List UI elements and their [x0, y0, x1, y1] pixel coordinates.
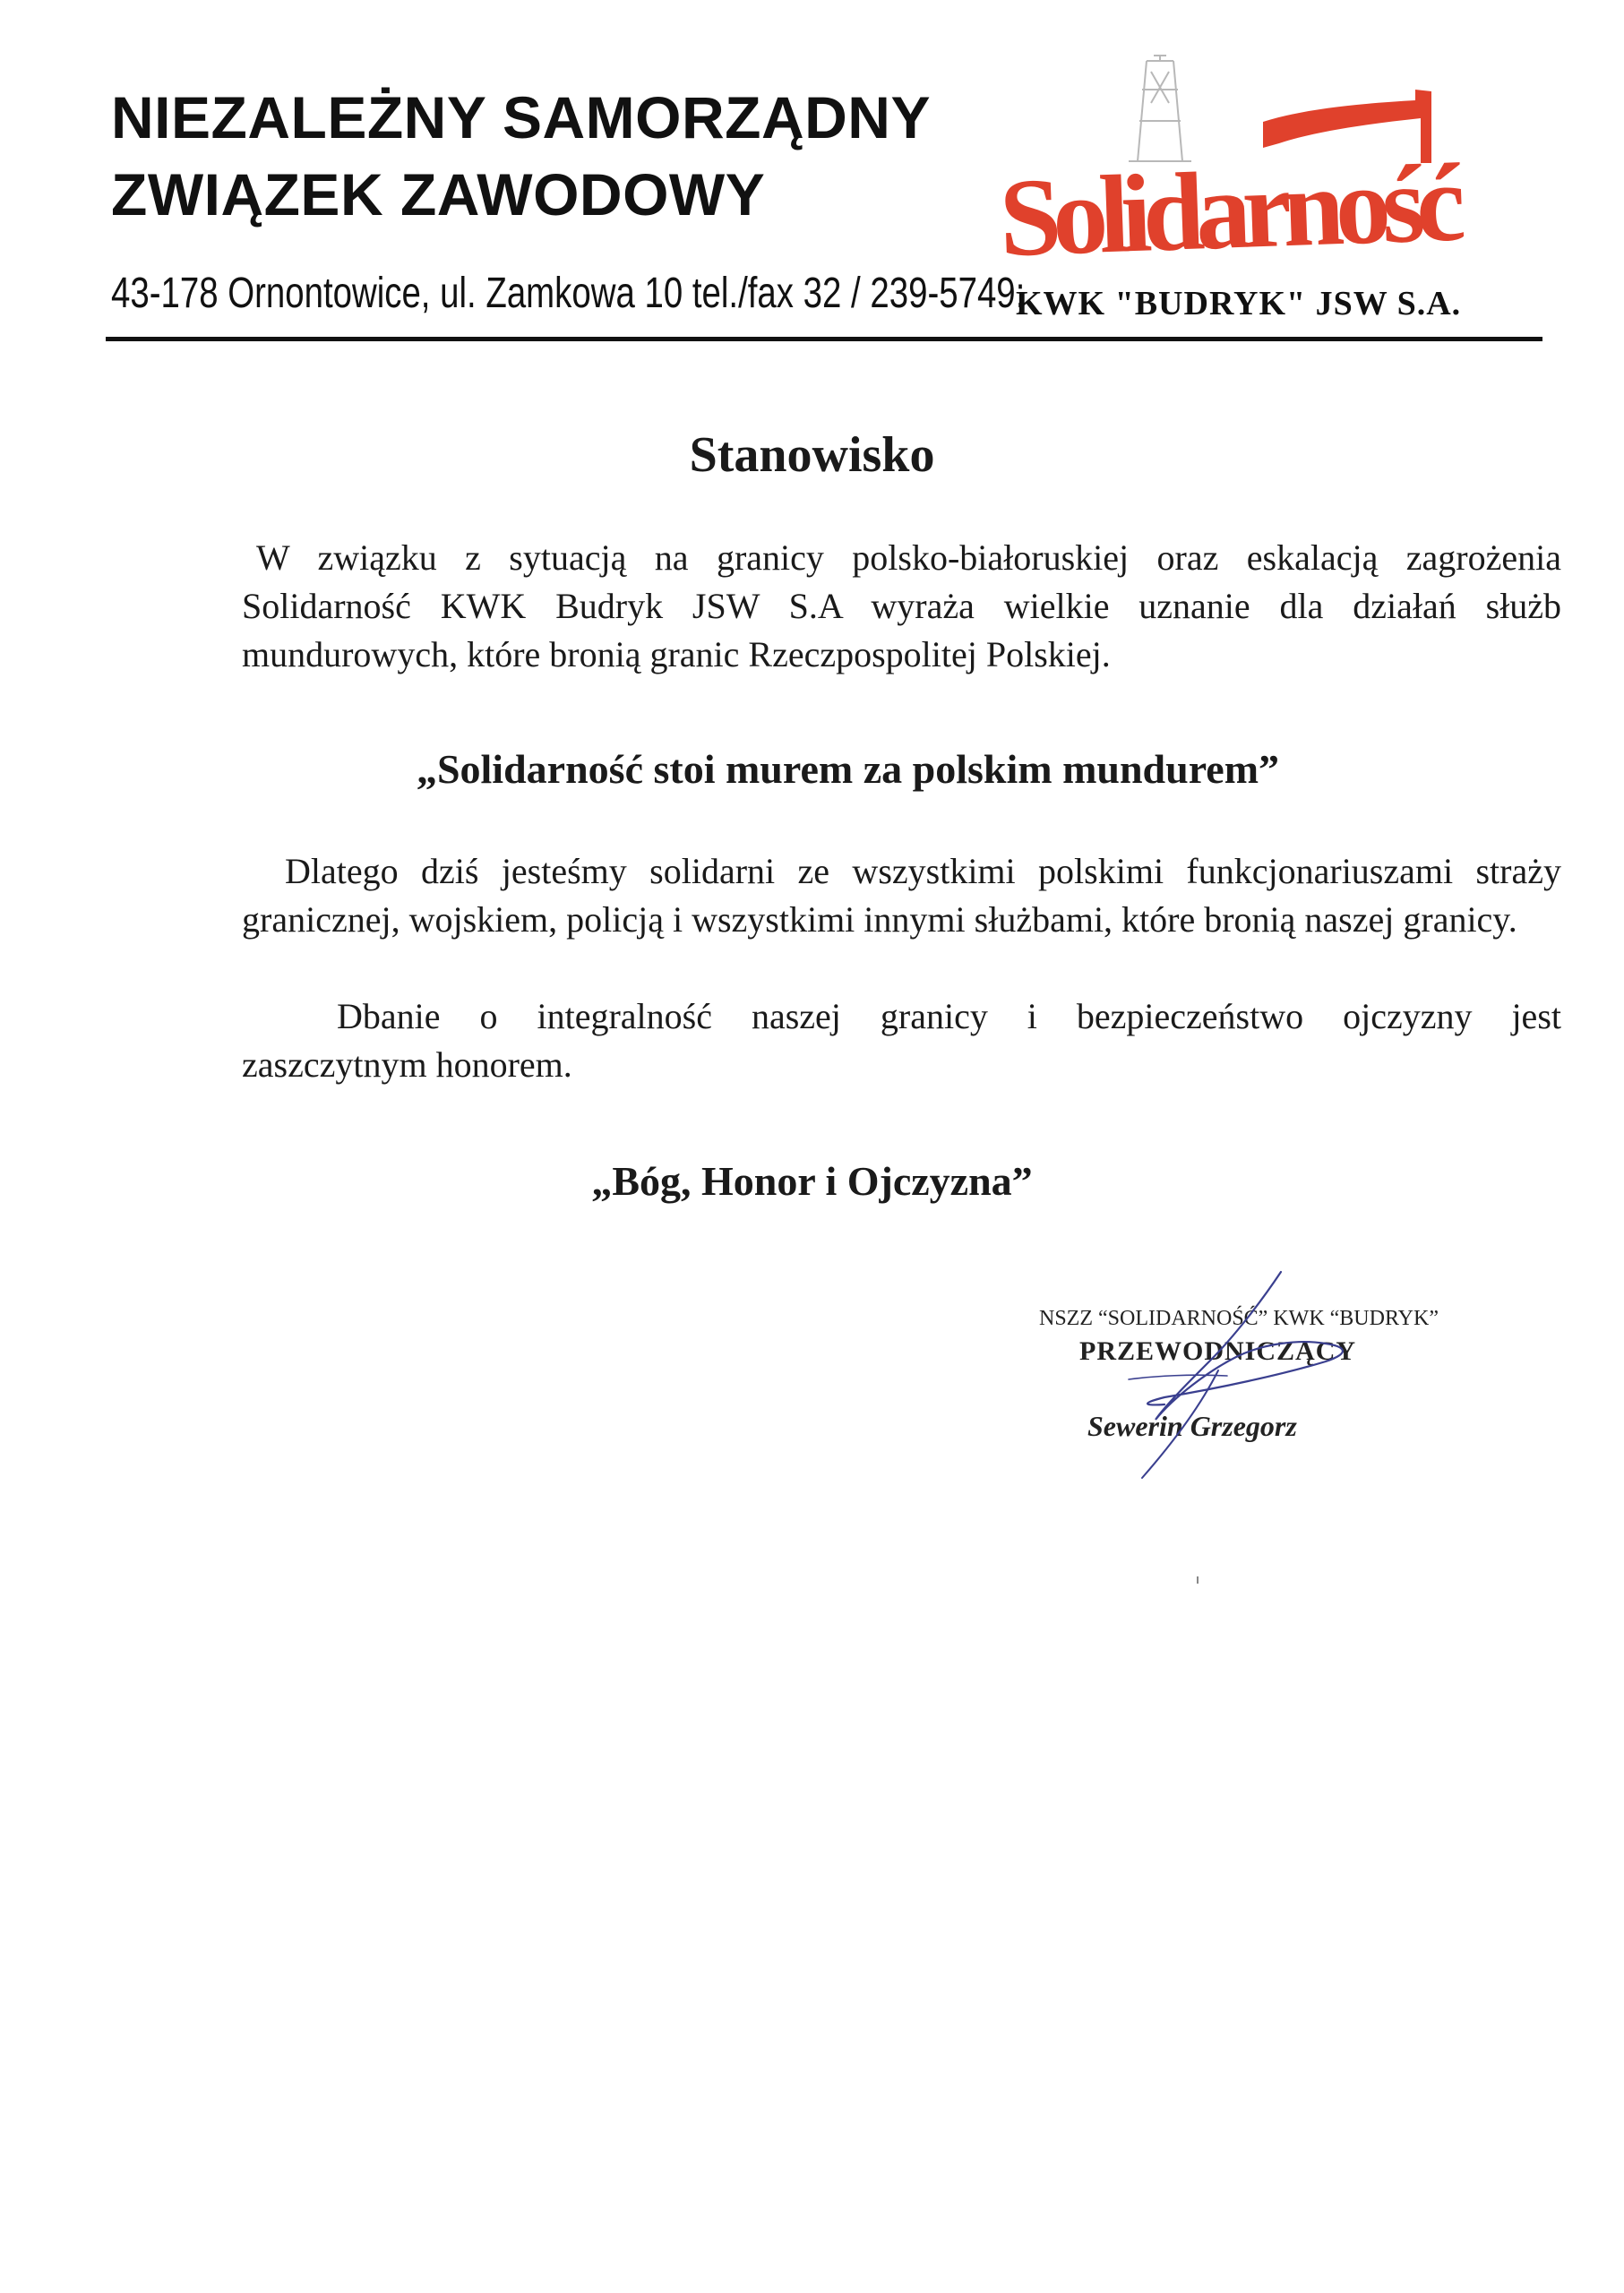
- address-line: 43-178 Ornontowice, ul. Zamkowa 10 tel./fax 32 / 239-5749;: [111, 270, 1026, 317]
- paragraph-1: W związku z sytuacją na granicy polsko-białoruskiej oraz eskalacją zagrożenia Solidarność KWK Budryk JSW S.A wyraża wielkie uznanie dla działań służb mundurowych, które bronią granic Rzeczpospolitej Polskiej.: [242, 537, 1561, 674]
- paragraph-2-text: Dlatego dziś jesteśmy solidarni ze wszystkimi polskimi funkcjonariuszami straży granicznej, wojskiem, policją i wszystkimi innymi służbami, które bronią naszej granicy.: [242, 851, 1561, 940]
- solidarnosc-logo: [994, 54, 1532, 296]
- handwritten-signature: [1057, 1263, 1397, 1487]
- header-rule: [106, 337, 1542, 341]
- document-title: Stanowisko: [689, 427, 935, 483]
- mine-tower-watermark: [1129, 56, 1191, 161]
- slogan-2: „Bóg, Honor i Ojczyzna”: [591, 1158, 1033, 1204]
- paragraph-3-line-2: zaszczytnym honorem.: [242, 1044, 572, 1085]
- org-name-line1: NIEZALEŻNY SAMORZĄDNY: [111, 84, 931, 150]
- paragraph-2: [242, 847, 1561, 944]
- mine-name: KWK "BUDRYK" JSW S.A.: [1016, 285, 1462, 322]
- stamp-organization: NSZZ “SOLIDARNOŚĆ” KWK “BUDRYK”: [1039, 1307, 1439, 1330]
- paragraph-3-line-1: Dbanie o integralność naszej granicy i bezpieczeństwo ojczyzny jest: [337, 996, 1561, 1036]
- org-name-line2: ZWIĄZEK ZAWODOWY: [111, 161, 766, 228]
- stamp-name: Sewerin Grzegorz: [1087, 1410, 1297, 1442]
- scan-speck: [1197, 1576, 1199, 1584]
- paragraph-3: [242, 992, 1561, 1089]
- stamp-role: PRZEWODNICZĄCY: [1079, 1336, 1357, 1366]
- logo-text: Solidarność: [997, 141, 1459, 280]
- slogan-1: „Solidarność stoi murem za polskim mundurem”: [416, 746, 1280, 792]
